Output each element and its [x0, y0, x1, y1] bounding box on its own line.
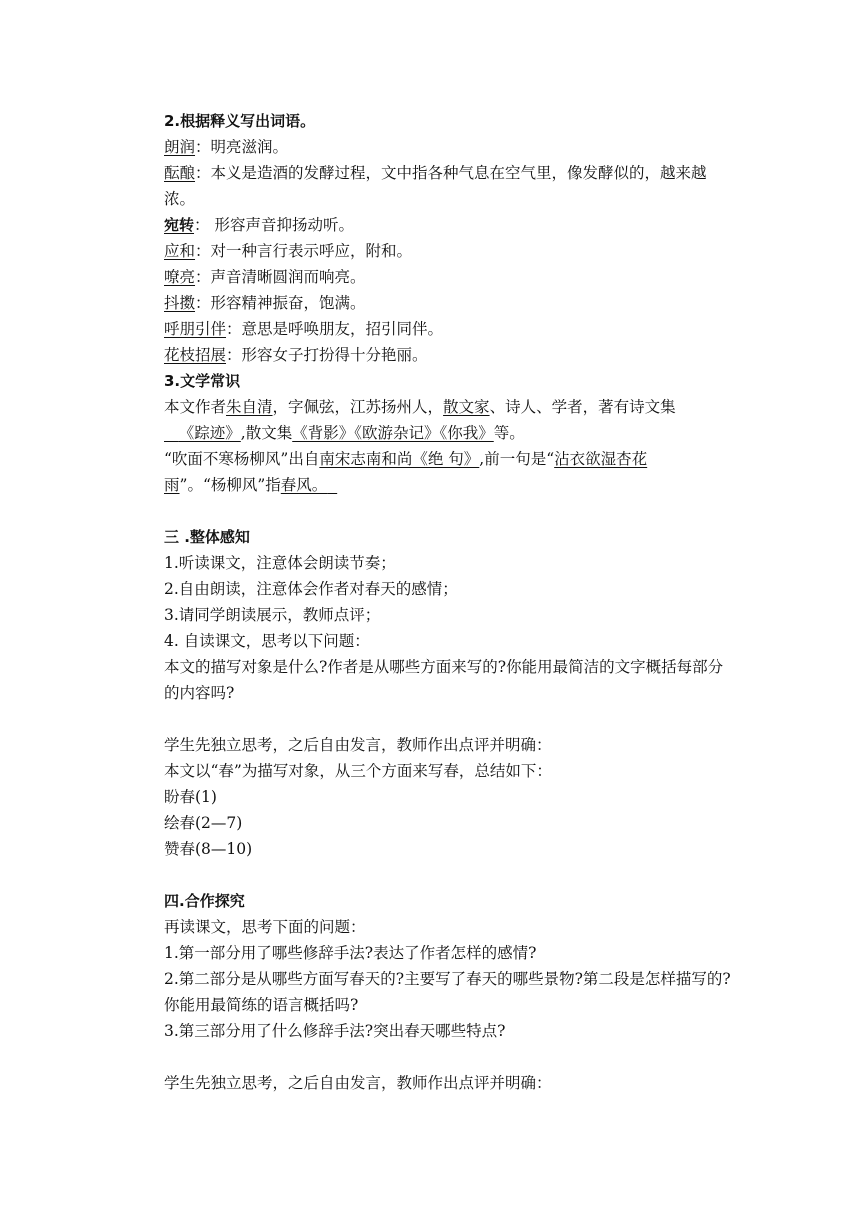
vocab-definition: ：意思是呼唤朋友，招引同伴。 — [226, 320, 444, 338]
vocab-term: 宛转 — [164, 216, 195, 234]
section-3-heading: 3.文学常识 — [164, 372, 241, 390]
poem-source: 南宋志南和尚《绝 句》 — [319, 450, 480, 468]
vocab-term: 应和 — [164, 242, 196, 260]
vocab-term: 朗润 — [164, 138, 196, 156]
author-name: 朱自清 — [226, 398, 273, 416]
step-item: 4. 自读课文，思考以下问题： — [164, 632, 370, 650]
structure-item: 绘春(2—7) — [164, 814, 243, 832]
vocab-term: 嘹亮 — [164, 268, 196, 286]
author-role: 散文家 — [443, 398, 490, 416]
vocab-term: 抖擞 — [164, 294, 196, 312]
vocab-definition: ：本义是造酒的发酵过程，文中指各种气息在空气里，像发酵似的，越来越浓。 — [164, 164, 707, 208]
answer-line: 本文以“春”为描写对象，从三个方面来写春，总结如下： — [164, 762, 552, 780]
section-overall-heading: 三 .整体感知 — [164, 528, 250, 546]
phrase-meaning: 春风。 — [280, 476, 328, 494]
vocab-item — [133, 264, 733, 290]
vocab-item — [133, 342, 733, 368]
structure-item: 盼春(1) — [164, 788, 217, 806]
vocab-term: 呼朋引伴 — [164, 320, 227, 338]
step-item: 1.听读课文，注意体会朗读节奏； — [164, 554, 396, 572]
vocab-definition: ： 形容声音抑扬动听。 — [194, 216, 354, 234]
intro-line: 再读课文，思考下面的问题： — [164, 918, 366, 936]
discussion-line: 学生先独立思考，之后自由发言，教师作出点评并明确： — [164, 736, 552, 754]
spacer — [133, 1044, 733, 1070]
vocab-definition: ：对一种言行表示呼应，附和。 — [195, 242, 413, 260]
question-2: 2.第二部分是从哪些方面写春天的?主要写了春天的哪些景物?第二段是怎样描写的?你能用最简练的语言概括吗? — [164, 970, 731, 1014]
discussion-line-2: 学生先独立思考，之后自由发言，教师作出点评并明确： — [164, 1074, 552, 1092]
document-body — [133, 108, 733, 1096]
step-list — [133, 550, 733, 654]
question-1: 1.第一部分用了哪些修辞手法?表达了作者怎样的感情? — [164, 944, 537, 962]
vocab-definition: ：形容女子打扮得十分艳丽。 — [226, 346, 428, 364]
poem-line-end: 雨 — [164, 476, 180, 494]
spacer — [133, 498, 733, 524]
section-2-heading: 2.根据释义写出词语。 — [164, 112, 316, 130]
section-4-heading: 四.合作探究 — [164, 892, 245, 910]
vocab-definition: ：明亮滋润。 — [195, 138, 289, 156]
vocab-term: 酝酿 — [164, 164, 196, 182]
spacer — [133, 862, 733, 888]
structure-list — [133, 784, 733, 862]
vocab-item — [133, 212, 733, 238]
question-paragraph: 本文的描写对象是什么?作者是从哪些方面来写的?你能用最简洁的文字概括每部分的内容吗? — [164, 658, 724, 702]
vocab-item — [133, 134, 733, 160]
question-3: 3.第三部分用了什么修辞手法?突出春天哪些特点? — [164, 1022, 506, 1040]
vocabulary-list — [133, 134, 733, 368]
poem-paragraph: “吹面不寒杨柳风”出自南宋志南和尚《绝 句》,前一句是“沾衣欲湿杏花 雨”。“杨柳风”指春风。 — [164, 450, 648, 494]
author-paragraph: 本文作者朱自清，字佩弦，江苏扬州人，散文家、诗人、学者，著有诗文集 《踪迹》,散文集《背影》《欧游杂记》《你我》等。 — [164, 398, 676, 442]
book-titles: 《背影》《欧游杂记》《你我》 — [292, 424, 494, 442]
vocab-term: 花枝招展 — [164, 346, 227, 364]
vocab-item — [133, 290, 733, 316]
vocab-definition: ：形容精神振奋，饱满。 — [195, 294, 366, 312]
vocab-item — [133, 316, 733, 342]
vocab-definition: ：声音清晰圆润而响亮。 — [195, 268, 366, 286]
step-item: 3.请同学朗读展示，教师点评； — [164, 606, 381, 624]
vocab-item — [133, 238, 733, 264]
structure-item: 赞春(8—10) — [164, 840, 253, 858]
step-item: 2.自由朗读，注意体会作者对春天的感情； — [164, 580, 458, 598]
spacer — [133, 706, 733, 732]
poem-line: 沾衣欲湿杏花 — [554, 450, 648, 468]
vocab-item — [133, 160, 733, 212]
book-title: 《踪迹》 — [178, 424, 241, 442]
